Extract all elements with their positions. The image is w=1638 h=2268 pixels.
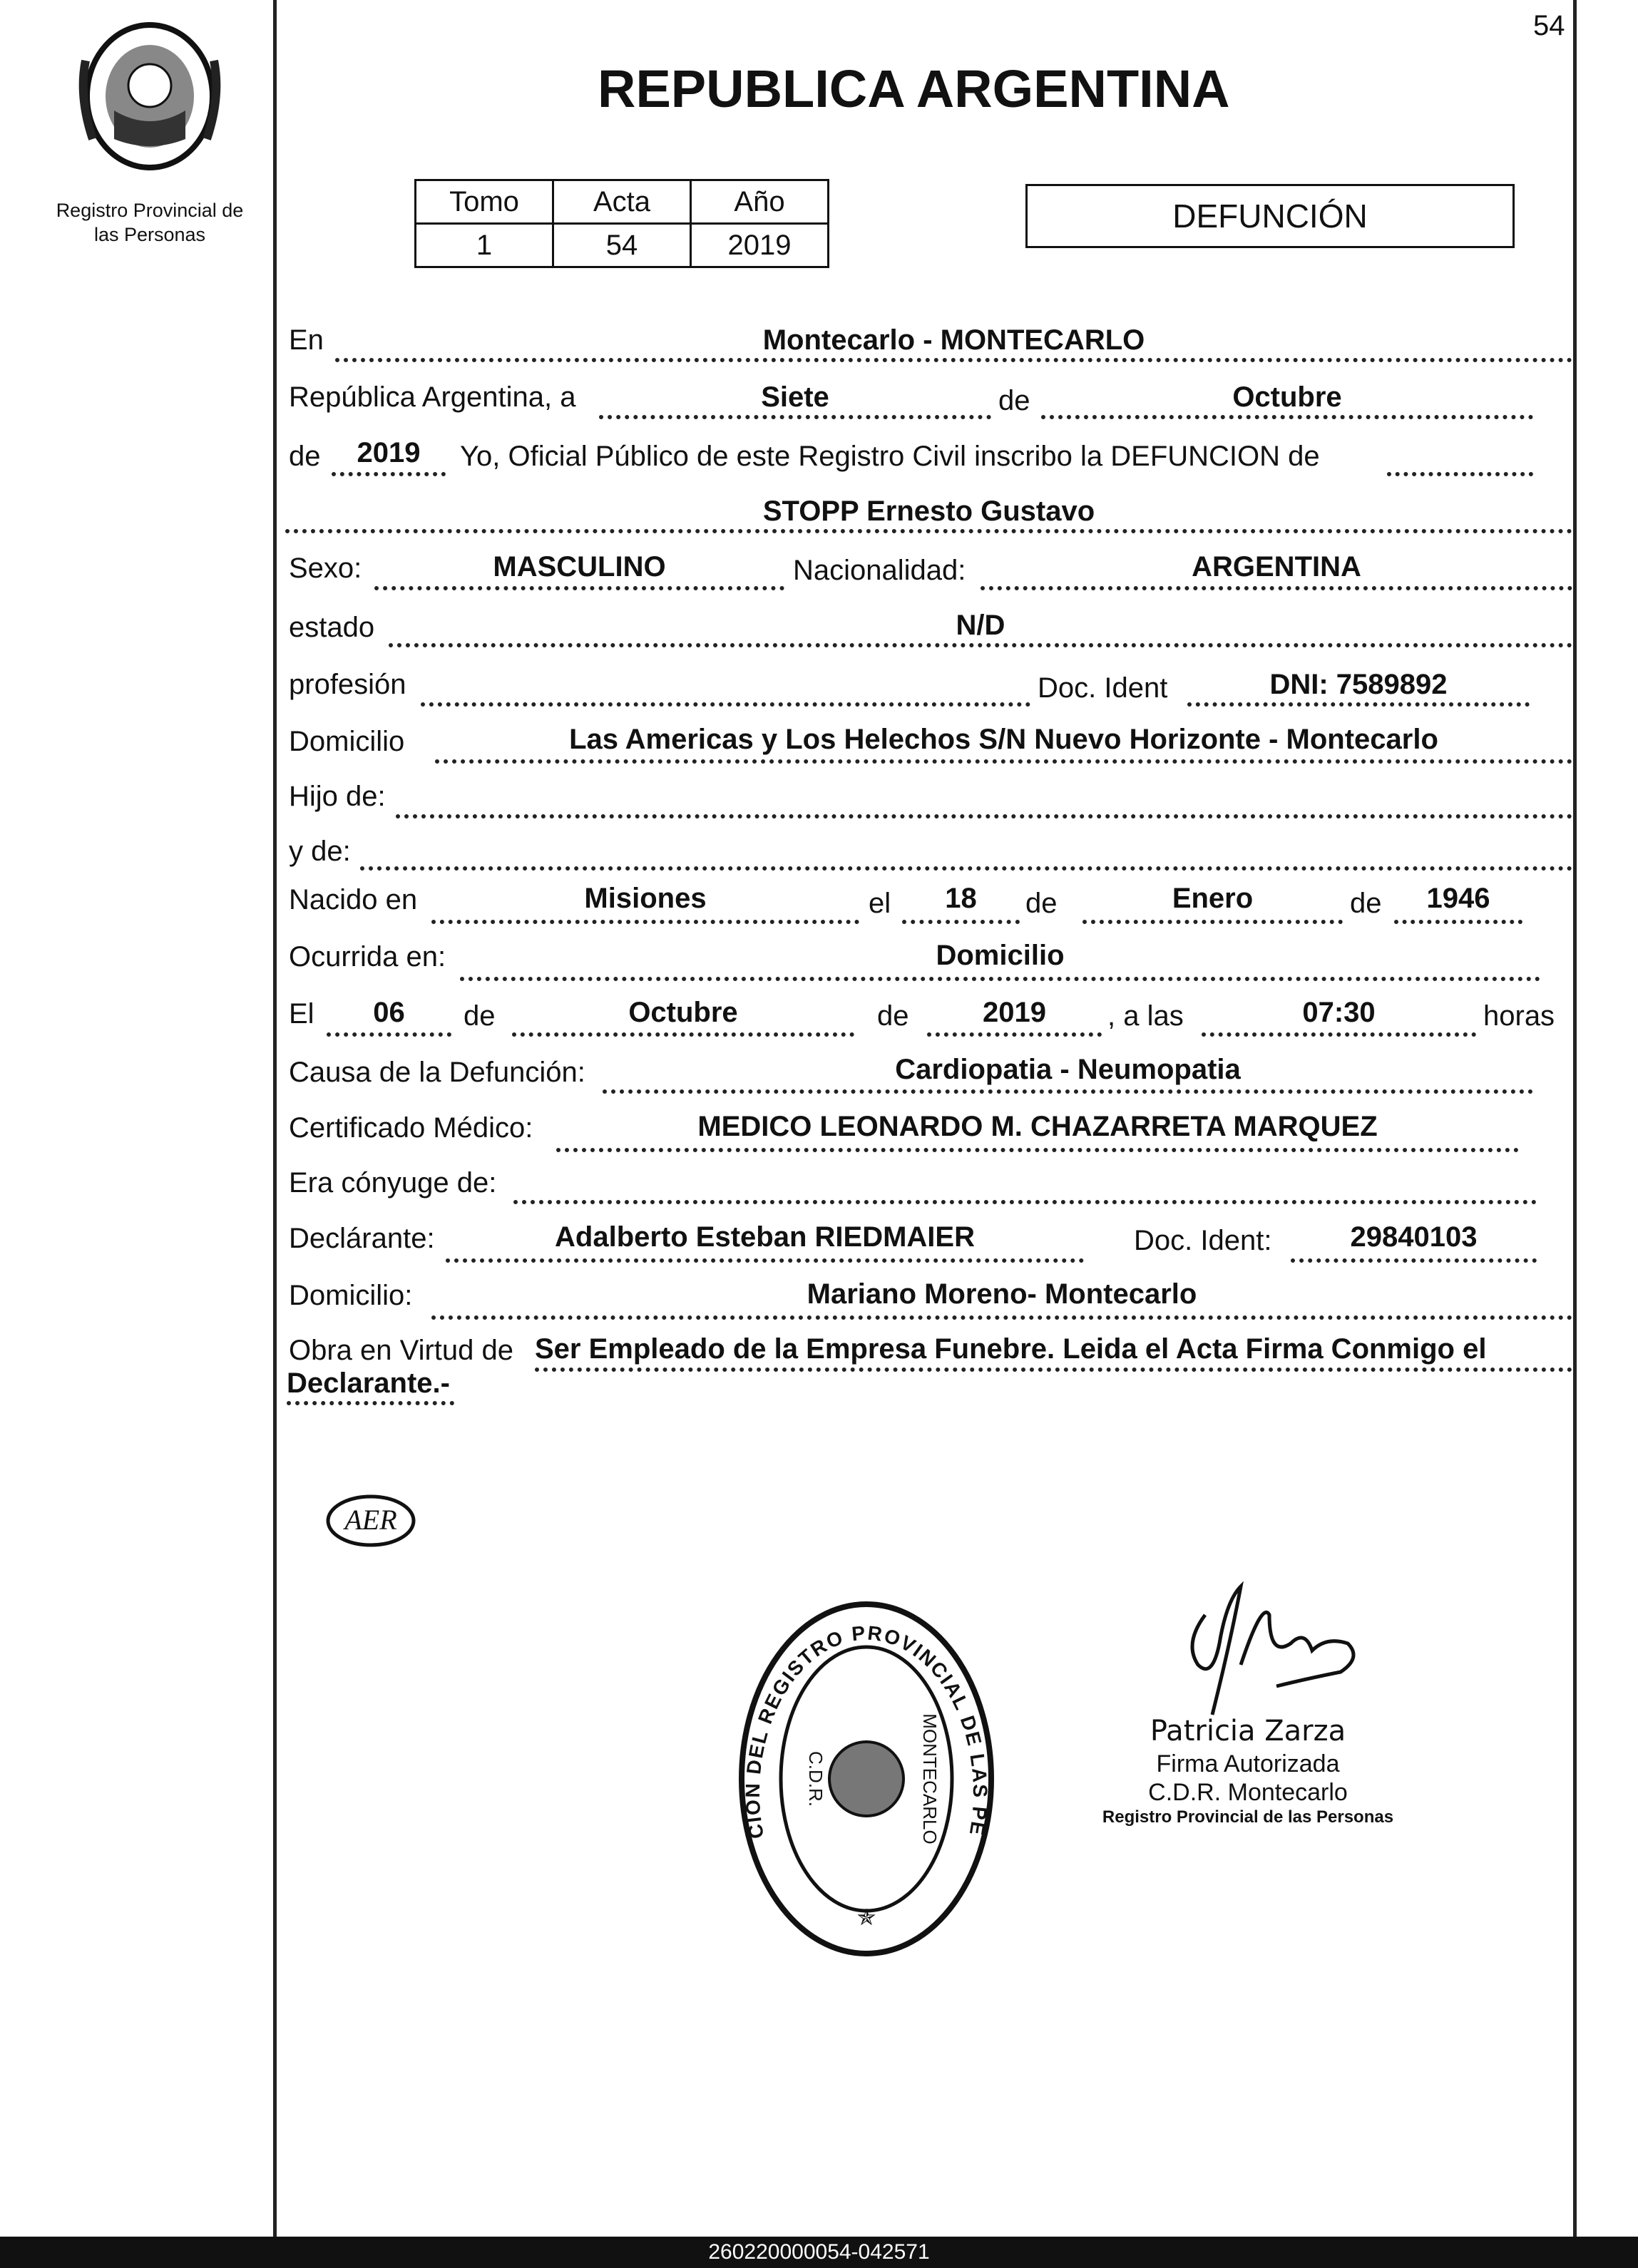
- domicilio2-value: Mariano Moreno- Montecarlo: [807, 1278, 1197, 1310]
- obra-value-2: Declarante.-: [287, 1368, 450, 1399]
- province-emblem: [71, 18, 228, 175]
- ref-value-acta: 54: [553, 224, 691, 267]
- death-time: 07:30: [1302, 997, 1376, 1028]
- inscription-text: Yo, Oficial Público de este Registro Civil inscribo la DEFUNCION de: [460, 441, 1320, 472]
- profesion-line: [421, 702, 1030, 707]
- sexo-line: [374, 586, 784, 590]
- domicilio-label: Domicilio: [289, 726, 405, 757]
- domicilio2-label: Domicilio:: [289, 1280, 413, 1311]
- death-year: 2019: [983, 997, 1046, 1028]
- initials-mark: [321, 1487, 428, 1551]
- nacido-place: Misiones: [584, 883, 707, 914]
- death-day-line: [327, 1032, 451, 1037]
- obra-line: [535, 1368, 1572, 1372]
- right-margin-line: [1573, 0, 1577, 2237]
- death-time-line: [1202, 1032, 1476, 1037]
- death-month-line: [512, 1032, 854, 1037]
- conyuge-line: [513, 1200, 1537, 1204]
- deceased-name-line: [285, 529, 1572, 533]
- profesion-label: profesión: [289, 669, 406, 700]
- ref-value-ano: 2019: [691, 224, 829, 267]
- certificado-value: MEDICO LEONARDO M. CHAZARRETA MARQUEZ: [697, 1111, 1378, 1142]
- a-las-label: , a las: [1107, 1000, 1184, 1032]
- nacionalidad-line: [981, 586, 1572, 590]
- death-de1: de: [464, 1000, 496, 1032]
- declarante-doc-label: Doc. Ident:: [1134, 1225, 1272, 1256]
- domicilio-value: Las Americas y Los Helechos S/N Nuevo Horizonte - Montecarlo: [569, 724, 1438, 755]
- hijo-label: Hijo de:: [289, 781, 386, 812]
- declarante-value: Adalberto Esteban RIEDMAIER: [555, 1221, 975, 1253]
- obra-value: Ser Empleado de la Empresa Funebre. Leida el Acta Firma Conmigo el: [535, 1333, 1487, 1365]
- declarante-doc-line: [1291, 1258, 1537, 1263]
- ref-value-tomo: 1: [416, 224, 553, 267]
- delegation-seal: [734, 1597, 998, 1961]
- obra-label: Obra en Virtud de: [289, 1335, 514, 1366]
- conyuge-label: Era cónyuge de:: [289, 1167, 497, 1199]
- year-line: [332, 472, 446, 476]
- de-label: de: [998, 385, 1030, 416]
- birth-year-line: [1394, 920, 1522, 924]
- republica-label: República Argentina, a: [289, 381, 576, 413]
- certificado-line: [556, 1148, 1519, 1152]
- death-month: Octubre: [628, 997, 738, 1028]
- declarante-line: [446, 1258, 1084, 1263]
- el2-label: El: [289, 998, 314, 1030]
- svg-text:✯: ✯: [856, 1904, 876, 1930]
- year-value: 2019: [357, 437, 421, 468]
- year-prefix: de: [289, 441, 321, 472]
- hijo-line: [396, 814, 1572, 819]
- declarante-label: Declárante:: [289, 1223, 435, 1254]
- ocurrida-label: Ocurrida en:: [289, 941, 446, 973]
- footer-code: 260220000054-042571: [0, 2237, 1638, 2268]
- sexo-value: MASCULINO: [493, 551, 666, 583]
- nacionalidad-value: ARGENTINA: [1192, 551, 1361, 583]
- seal-inner-left: C.D.R.: [805, 1751, 826, 1807]
- ref-header-acta: Acta: [553, 180, 691, 224]
- reference-table: [414, 179, 829, 268]
- nacido-line: [431, 920, 859, 924]
- nacido-label: Nacido en: [289, 884, 418, 915]
- en-value: Montecarlo - MONTECARLO: [762, 324, 1145, 356]
- birth-year: 1946: [1426, 883, 1490, 914]
- en-label: En: [289, 324, 324, 356]
- domicilio2-line: [431, 1315, 1572, 1320]
- death-year-line: [927, 1032, 1102, 1037]
- page-number: 54: [1533, 10, 1565, 41]
- record-type-box: DEFUNCIÓN: [1025, 184, 1515, 248]
- signatory-name: Patricia Zarza: [1150, 1715, 1346, 1748]
- estado-line: [389, 643, 1572, 647]
- initials-text: AER: [344, 1504, 397, 1536]
- y-de-line: [360, 866, 1572, 871]
- birth-day-line: [902, 920, 1020, 924]
- doc-ident-value: DNI: 7589892: [1269, 669, 1448, 700]
- seal-ring-text: CION DEL REGISTRO PROVINCIAL DE LAS PE: [741, 1621, 992, 1841]
- birth-month: Enero: [1172, 883, 1254, 914]
- el-label: el: [869, 888, 891, 919]
- day-value: Siete: [761, 381, 829, 413]
- horas-label: horas: [1483, 1000, 1555, 1032]
- causa-label: Causa de la Defunción:: [289, 1057, 585, 1088]
- seal-inner-right: MONTECARLO: [919, 1713, 941, 1844]
- death-de2: de: [877, 1000, 909, 1032]
- day-line: [599, 415, 991, 419]
- doc-ident-label: Doc. Ident: [1038, 672, 1168, 704]
- birth-month-line: [1082, 920, 1343, 924]
- declarante-doc-value: 29840103: [1350, 1221, 1478, 1253]
- obra-line-2: [287, 1401, 454, 1405]
- month-value: Octubre: [1232, 381, 1342, 413]
- inscription-line: [1387, 472, 1533, 476]
- signatory-role: Firma Autorizada: [1156, 1750, 1340, 1777]
- signatory-registry: Registro Provincial de las Personas: [1102, 1807, 1394, 1827]
- handwritten-signature: [1162, 1558, 1391, 1722]
- death-day: 06: [373, 997, 405, 1028]
- ref-header-tomo: Tomo: [416, 180, 553, 224]
- en-line: [335, 358, 1572, 362]
- doc-ident-line: [1187, 702, 1530, 707]
- nacionalidad-label: Nacionalidad:: [793, 555, 966, 586]
- sexo-label: Sexo:: [289, 553, 362, 584]
- ocurrida-line: [460, 977, 1540, 981]
- certificado-label: Certificado Médico:: [289, 1112, 533, 1144]
- estado-value: N/D: [956, 610, 1005, 641]
- left-margin-line: [273, 0, 277, 2237]
- causa-line: [603, 1089, 1533, 1094]
- causa-value: Cardiopatia - Neumopatia: [895, 1054, 1241, 1085]
- document-title: REPUBLICA ARGENTINA: [598, 59, 1230, 118]
- estado-label: estado: [289, 612, 375, 643]
- registry-name: Registro Provincial de las Personas: [56, 200, 244, 245]
- y-de-label: y de:: [289, 836, 351, 867]
- birth-day: 18: [945, 883, 977, 914]
- birth-de1: de: [1025, 888, 1058, 919]
- deceased-name: STOPP Ernesto Gustavo: [762, 496, 1095, 527]
- month-line: [1041, 415, 1533, 419]
- domicilio-line: [435, 759, 1572, 764]
- ref-header-ano: Año: [691, 180, 829, 224]
- birth-de2: de: [1350, 888, 1382, 919]
- ocurrida-value: Domicilio: [936, 940, 1065, 971]
- signatory-office: C.D.R. Montecarlo: [1148, 1779, 1348, 1806]
